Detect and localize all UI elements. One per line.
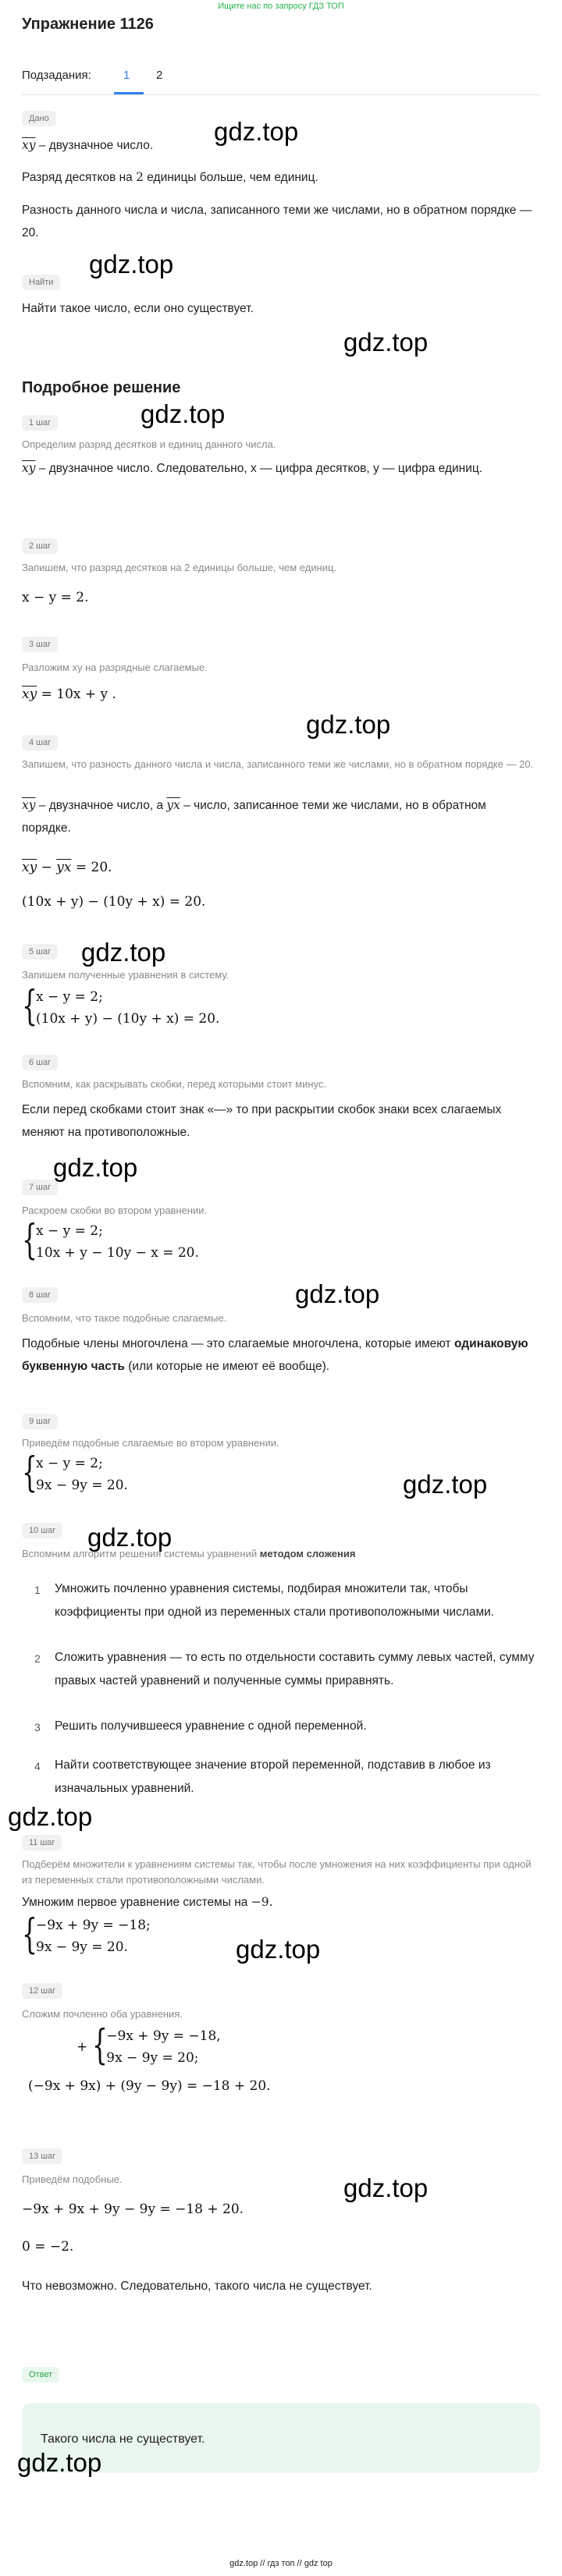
step-10-tag: 10 шаг (22, 1523, 62, 1538)
step-4-math-2: (10x + y) − (10y + x) = 20. (22, 894, 206, 910)
step-5-hint: Запишем полученные уравнения в систему. (22, 969, 229, 981)
watermark: gdz.top (17, 2448, 102, 2477)
step-1-tag: 1 шаг (22, 415, 58, 431)
step-13-tag: 13 шаг (22, 2148, 62, 2164)
algo-item-4-number: 4 (34, 1760, 41, 1772)
given-line-2: Разряд десятков на 2 единицы больше, чем единиц. (22, 170, 318, 184)
watermark: gdz.top (81, 938, 166, 967)
watermark: gdz.top (53, 1153, 138, 1182)
step-4-body: $\overline{xy}$ – двузначное число, а $\overline{yx}$ – число, записанное теми же числами, но в обратном порядке. (22, 798, 486, 835)
step-11-tag: 11 шаг (22, 1835, 62, 1850)
step-10-hint: Вспомним алгоритм решения системы уравнений методом сложения (22, 1548, 356, 1559)
step-13-math-1: −9x + 9x + 9y − 9y = −18 + 20. (22, 2202, 244, 2217)
step-12-system: + { −9x + 9y = −18, 9x − 9y = 20; (76, 2022, 221, 2069)
step-5-tag: 5 шаг (22, 944, 58, 960)
step-4-math-1: $\overline{xy} - \overline{yx} = 20$. (22, 860, 112, 875)
given-line-3: Разность данного числа и числа, записанного теми же числами, но в обратном порядке — 20. (22, 204, 532, 240)
watermark: gdz.top (236, 1935, 321, 1964)
watermark: gdz.top (306, 710, 391, 739)
answer-text: Такого числа не существует. (41, 2432, 205, 2446)
step-8-hint: Вспомним, что такое подобные слагаемые. (22, 1312, 227, 1324)
subtask-tab-2[interactable]: 2 (156, 69, 163, 82)
step-7-hint: Раскроем скобки во втором уравнении. (22, 1205, 208, 1216)
step-6-body: Если перед скобками стоит знак «—» то при раскрытии скобок знаки всех слагаемых меняют на противоположные. (22, 1103, 502, 1139)
footer: gdz.top // гдз топ // gdz top (229, 2559, 333, 2568)
step-12-tag: 12 шаг (22, 1983, 62, 1999)
watermark: gdz.top (8, 1802, 93, 1831)
step-3-tag: 3 шаг (22, 637, 58, 652)
step-2-math: x − y = 2. (22, 590, 89, 605)
step-13-body: Что невозможно. Следовательно, такого числа не существует. (22, 2280, 372, 2293)
search-hint: Ищите нас по запросу ГДЗ ТОП (218, 2, 344, 11)
algo-item-2-number: 2 (34, 1652, 41, 1665)
watermark: gdz.top (89, 250, 174, 279)
watermark: gdz.top (343, 328, 429, 357)
step-12-math: (−9x + 9x) + (9y − 9y) = −18 + 20. (28, 2078, 271, 2094)
algo-item-1: Умножить почленно уравнения системы, подбирая множители так, чтобы коэффициенты при одной из переменных стали противоположными числами. (55, 1582, 495, 1619)
step-8-body: Подобные члены многочлена — это слагаемые многочлена, которые имеют одинаковую буквенную часть (или которые не имеют её вообще). (22, 1337, 528, 1373)
step-8-tag: 8 шаг (22, 1287, 58, 1303)
algo-item-4: Найти соответствующее значение второй переменной, подставив в любое из изначальных уравнений. (55, 1758, 491, 1795)
watermark: gdz.top (87, 1523, 173, 1552)
algo-item-2: Сложить уравнения — то есть по отдельности составить сумму левых частей, сумму правых частей уравнений и полученные суммы приравнять. (55, 1651, 535, 1687)
step-13-math-2: 0 = −2. (22, 2239, 74, 2255)
watermark: gdz.top (214, 117, 299, 146)
step-1-hint: Определим разряд десятков и единиц данного числа. (22, 438, 276, 450)
find-text: Найти такое число, если оно существует. (22, 302, 254, 315)
given-tag: Дано (22, 111, 56, 126)
step-9-tag: 9 шаг (22, 1414, 58, 1429)
algo-item-3: Решить получившееся уравнение с одной переменной. (55, 1719, 367, 1733)
step-6-tag: 6 шаг (22, 1055, 58, 1070)
watermark: gdz.top (295, 1279, 380, 1308)
subtasks-label: Подзадания: (22, 69, 91, 82)
step-4-hint: Запишем, что разность данного числа и числа, записанного теми же числами, но в обратном порядке — 20. (22, 758, 534, 770)
step-2-tag: 2 шаг (22, 538, 58, 554)
subtasks-divider (22, 94, 540, 95)
page-title: Упражнение 1126 (22, 16, 154, 33)
find-tag: Найти (22, 275, 60, 290)
step-12-hint: Сложим почленно оба уравнения. (22, 2008, 183, 2020)
step-6-hint: Вспомним, как раскрывать скобки, перед которыми стоит минус. (22, 1078, 326, 1090)
watermark: gdz.top (140, 399, 226, 428)
step-3-hint: Разложим xy на разрядные слагаемые. (22, 662, 208, 673)
given-line-1: $\overline{xy}$ – двузначное число. (22, 138, 154, 152)
step-11-system: { −9x + 9y = −18; 9x − 9y = 20. (22, 1911, 151, 1958)
step-4-tag: 4 шаг (22, 735, 58, 750)
watermark: gdz.top (343, 2173, 429, 2202)
algo-item-1-number: 1 (34, 1584, 41, 1596)
solution-title: Подробное решение (22, 379, 181, 396)
algo-item-3-number: 3 (34, 1721, 41, 1733)
step-2-hint: Запишем, что разряд десятков на 2 единицы больше, чем единиц. (22, 562, 337, 573)
subtask-tab-1[interactable]: 1 (123, 69, 130, 82)
step-7-tag: 7 шаг (22, 1180, 58, 1195)
step-1-body: $\overline{xy}$ – двузначное число. Следовательно, x — цифра десятков, y — цифра единиц. (22, 461, 483, 475)
watermark: gdz.top (403, 1470, 488, 1499)
step-7-system: { x − y = 2; 10x + y − 10y − x = 20. (22, 1217, 199, 1264)
step-9-system: { x − y = 2; 9x − 9y = 20. (22, 1449, 128, 1496)
step-9-hint: Приведём подобные слагаемые во втором уравнении. (22, 1437, 279, 1449)
step-11-body: Умножим первое уравнение системы на −9. (22, 1895, 273, 1909)
step-5-system: { x − y = 2; (10x + y) − (10y + x) = 20. (22, 983, 220, 1030)
step-11-hint: Подберём множители к уравнениям системы так, чтобы после умножения на них коэффициенты при одной из переменных стали противоположными числами. (22, 1858, 532, 1886)
answer-tag: Ответ (22, 2367, 59, 2383)
step-13-hint: Приведём подобные. (22, 2173, 123, 2185)
step-3-math: $\overline{xy} = 10x + y$ . (22, 687, 116, 702)
